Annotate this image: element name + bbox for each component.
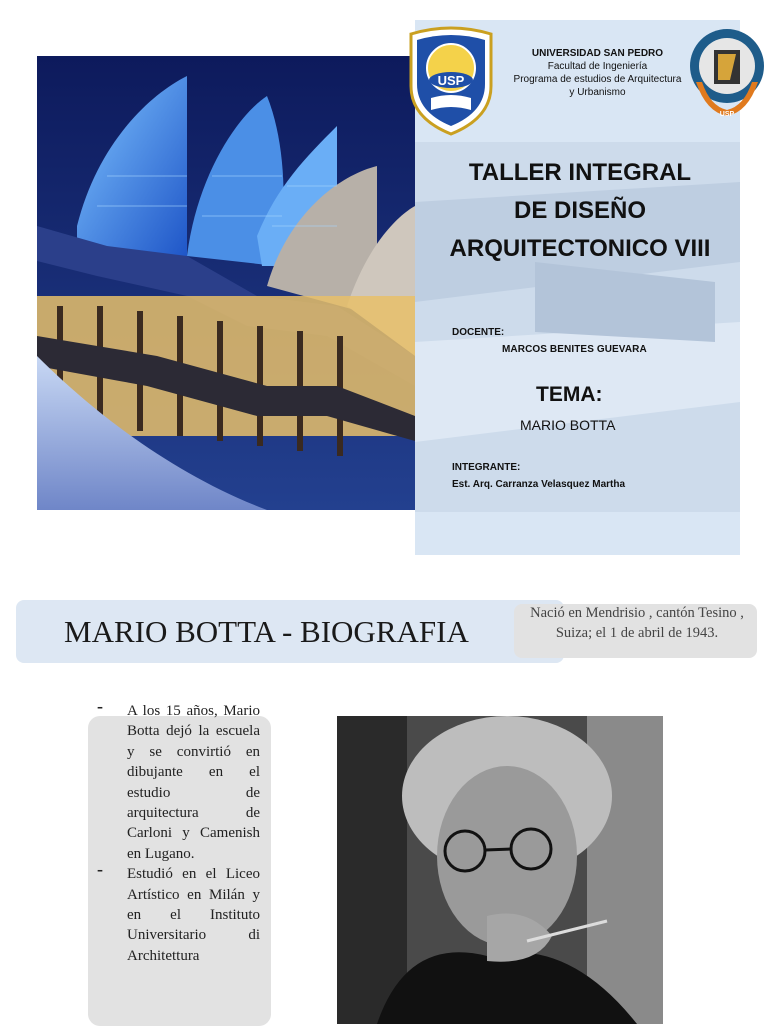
bio-item-text: Estudió en el Liceo Artístico en Milán y en el Instituto Universitario di Architettura (127, 866, 260, 964)
course-title (430, 154, 730, 268)
bio-bullet-list (95, 696, 260, 966)
docente-name: MARCOS BENITES GUEVARA (502, 344, 647, 355)
bullet-dash: - (97, 859, 103, 880)
university-info (490, 47, 705, 99)
cover-architecture-photo (37, 56, 415, 510)
bio-list-item (95, 696, 260, 864)
bio-title: MARIO BOTTA - BIOGRAFIA (64, 614, 469, 649)
course-title-line-2: DE DISEÑO (513, 197, 647, 224)
course-title-line-1: TALLER INTEGRAL (468, 159, 692, 186)
program-line-2: y Urbanismo (569, 87, 626, 98)
faculty-name: Facultad de Ingeniería (547, 61, 648, 72)
university-shield-logo (405, 26, 497, 136)
logo-left-text: USP (437, 73, 465, 88)
tema-label: TEMA: (536, 383, 603, 406)
university-name: UNIVERSIDAD SAN PEDRO (531, 48, 664, 59)
integrante-name: Est. Arq. Carranza Velasquez Martha (452, 479, 626, 490)
logo-right-text: USP (719, 111, 735, 118)
program-line-1: Programa de estudios de Arquitectura (513, 74, 682, 85)
integrante-label: INTEGRANTE: (452, 462, 521, 473)
tema-value: MARIO BOTTA (520, 417, 616, 433)
docente-label: DOCENTE: (452, 327, 505, 338)
birth-note-text: Nació en Mendrisio , cantón Tesino , Suiza; el 1 de abril de 1943. (530, 605, 744, 641)
mario-botta-portrait (337, 716, 663, 1024)
bio-list-item (95, 859, 260, 966)
course-title-line-3: ARQUITECTONICO VIII (449, 235, 711, 262)
bio-item-text: A los 15 años, Mario Botta dejó la escuela y se convirtió en dibujante en el estudio de arquitectura de Carloni y Camenish en Lugano. (127, 703, 260, 862)
bullet-dash: - (97, 696, 103, 716)
